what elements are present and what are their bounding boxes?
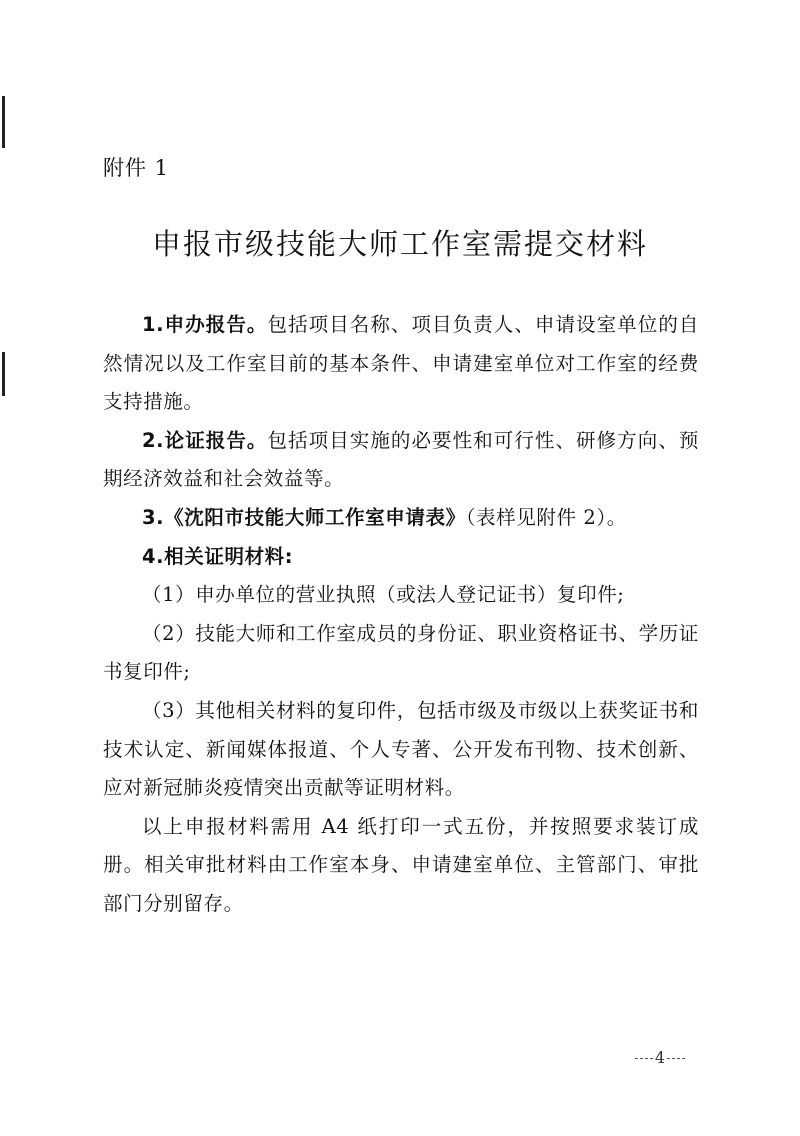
paragraph-closing: 以上申报材料需用 A4 纸打印一式五份，并按照要求装订成册。相关审批材料由工作室本身、申请建室单位、主管部门、审批部门分别留存。 [103, 814, 699, 915]
document-title: 申报市级技能大师工作室需提交材料 [151, 227, 648, 261]
list-item: （1）申办单位的营业执照（或法人登记证书）复印件; [142, 583, 625, 607]
attachment-label: 附件 1 [103, 156, 170, 180]
paragraph-application-form [103, 499, 699, 538]
scan-edge-mark [2, 352, 5, 396]
paragraph-heading: 3.《沈阳市技能大师工作室申请表》 [142, 505, 466, 529]
scan-edge-mark [2, 96, 5, 148]
document-body [103, 306, 699, 924]
paragraph-heading: 1.申办报告。 [142, 313, 268, 336]
paragraph-text: 包括项目名称、项目负责人、申请设室单位的自然情况以及工作室目前的基本条件、申请建室单位对工作室的经费支持措施。 [103, 313, 699, 414]
list-item: （2）技能大师和工作室成员的身份证、职业资格证书、学历证书复印件; [103, 621, 699, 684]
page-number [620, 1048, 700, 1067]
paragraph-heading: 2.论证报告。 [142, 428, 268, 452]
paragraph-application-report [103, 306, 699, 422]
page-number-dash [635, 1058, 653, 1059]
list-item: （3）其他相关材料的复印件，包括市级及市级以上获奖证书和技术认定、新闻媒体报道、个人专著、公开发布刊物、技术创新、应对新冠肺炎疫情突出贡献等证明材料。 [103, 698, 699, 800]
page-number-value: 4 [654, 1048, 666, 1067]
paragraph-feasibility-report [103, 422, 699, 499]
paragraph-supporting-materials [103, 538, 699, 577]
page-number-dash [667, 1058, 685, 1059]
paragraph-text: （表样见附件 2）。 [465, 505, 627, 529]
paragraph-text: 包括项目实施的必要性和可行性、研修方向、预期经济效益和社会效益等。 [103, 428, 699, 491]
paragraph-heading: 4.相关证明材料: [142, 544, 294, 568]
